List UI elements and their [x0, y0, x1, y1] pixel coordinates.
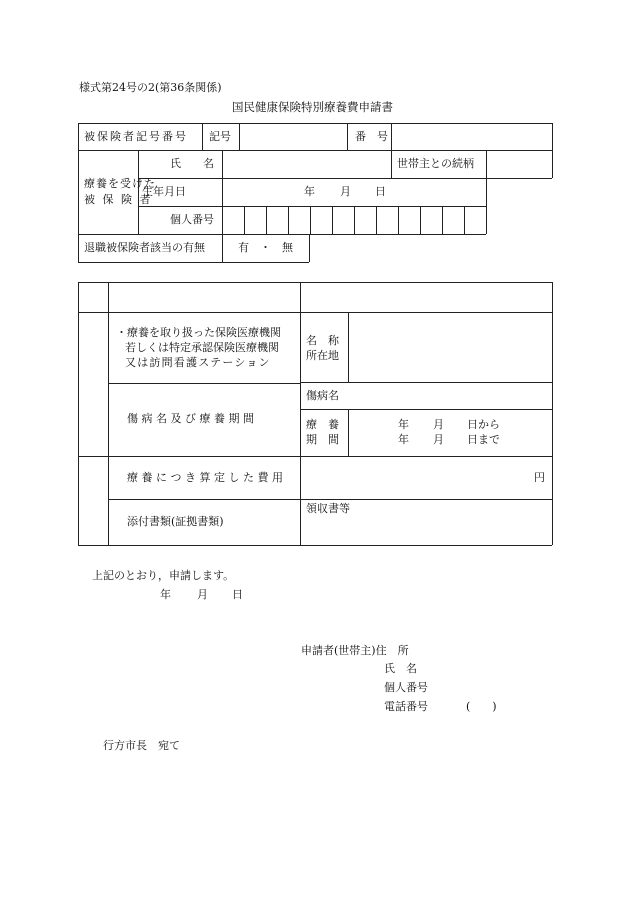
table-line [78, 262, 309, 263]
period-label: 期 間 [306, 433, 339, 446]
yen-label: 円 [534, 471, 545, 484]
table-line [78, 123, 79, 262]
applicant-address-label: 申請者(世帯主)住 所 [301, 644, 409, 657]
table-line [552, 123, 553, 178]
treated-person-label-2: 被 保 険 者 [84, 193, 153, 206]
birth-year-label: 年 [304, 185, 315, 198]
treatment-label: 療 養 [306, 418, 339, 431]
name-label: 氏 名 [170, 157, 214, 170]
birthdate-label: 生年月日 [142, 185, 186, 198]
personal-number-digit-cell[interactable] [289, 207, 310, 234]
date-day: 日 [232, 588, 243, 601]
disease-name-label: 傷病名 [306, 389, 339, 402]
addressee: 行方市長 宛て [103, 739, 180, 752]
date-year: 年 [160, 588, 171, 601]
phone-parens: ( ) [466, 700, 497, 713]
disease-period-label: 傷 病 名 及 び 療 養 期 間 [127, 412, 254, 425]
institution-label-3: 又は訪問看護ステーション [125, 356, 271, 369]
personal-number-digit-cell[interactable] [333, 207, 354, 234]
table-line [300, 282, 301, 545]
table-line [108, 499, 552, 500]
digit-box-divider [486, 206, 487, 234]
insured-symbol-number-label: 被保険者記号番号 [84, 130, 188, 143]
institution-name-label: 名 称 [306, 334, 339, 347]
applicant-phone-label: 電話番号 [384, 700, 428, 713]
table-line [347, 123, 348, 150]
personal-number-digit-cell[interactable] [443, 207, 464, 234]
institution-label-1: ・療養を取り扱った保険医療機関 [116, 326, 281, 339]
from-day: 日から [467, 418, 500, 431]
retired-label: 退職被保険者該当の有無 [84, 241, 205, 254]
cost-field[interactable] [301, 457, 531, 499]
relationship-field[interactable] [487, 151, 551, 178]
from-month: 月 [433, 418, 444, 431]
table-line [309, 234, 310, 262]
table-line [78, 234, 486, 235]
number-label: 番 号 [355, 130, 388, 143]
birth-day-label: 日 [375, 185, 386, 198]
from-year: 年 [398, 418, 409, 431]
applicant-personal-number-label: 個人番号 [384, 681, 428, 694]
to-month: 月 [433, 433, 444, 446]
statement: 上記のとおり，申請します。 [92, 569, 235, 582]
table-line [108, 383, 300, 384]
institution-address-label: 所在地 [306, 349, 339, 362]
name-field[interactable] [223, 151, 390, 178]
cost-label: 療 養 に つ き 算 定 し た 費 用 [127, 471, 283, 484]
to-day: 日まで [467, 433, 500, 446]
institution-label-2: 若しくは特定承認保険医療機関 [125, 341, 279, 354]
personal-number-digit-cell[interactable] [223, 207, 244, 234]
personal-number-digit-cell[interactable] [465, 207, 486, 234]
applicant-name-label: 氏 名 [384, 662, 417, 675]
table-line [138, 150, 139, 234]
retired-options[interactable]: 有 ・ 無 [238, 241, 293, 254]
number-field[interactable] [392, 124, 551, 150]
personal-number-digit-cell[interactable] [421, 207, 442, 234]
personal-number-digit-cell[interactable] [267, 207, 288, 234]
to-year: 年 [398, 433, 409, 446]
symbol-field[interactable] [240, 124, 346, 150]
personal-number-digit-cell[interactable] [355, 207, 376, 234]
birth-month-label: 月 [340, 185, 351, 198]
personal-number-digit-cell[interactable] [377, 207, 398, 234]
table-line [202, 123, 203, 150]
treated-person-label-1: 療養を受けた [84, 177, 156, 190]
institution-field[interactable] [349, 313, 551, 382]
form-number: 様式第24号の2(第36条関係) [79, 81, 222, 94]
disease-name-field[interactable] [349, 383, 551, 409]
personal-number-label: 個人番号 [170, 213, 214, 226]
personal-number-digit-cell[interactable] [245, 207, 266, 234]
attachments-label: 添付書類(証拠書類) [127, 515, 224, 528]
relationship-label: 世帯主との続柄 [397, 157, 474, 170]
table-line [78, 545, 552, 546]
personal-number-digit-cell[interactable] [399, 207, 420, 234]
form-title: 国民健康保険特別療養費申請書 [232, 100, 393, 114]
symbol-label: 記号 [209, 130, 231, 143]
table-line [78, 282, 79, 545]
table-line [138, 178, 552, 179]
table-line [78, 282, 552, 283]
personal-number-digit-cell[interactable] [311, 207, 332, 234]
table-line [552, 282, 553, 545]
receipt-label: 領収書等 [306, 502, 350, 515]
date-month: 月 [197, 588, 208, 601]
table-line [300, 409, 552, 410]
table-line [348, 409, 349, 456]
table-line [108, 282, 109, 545]
